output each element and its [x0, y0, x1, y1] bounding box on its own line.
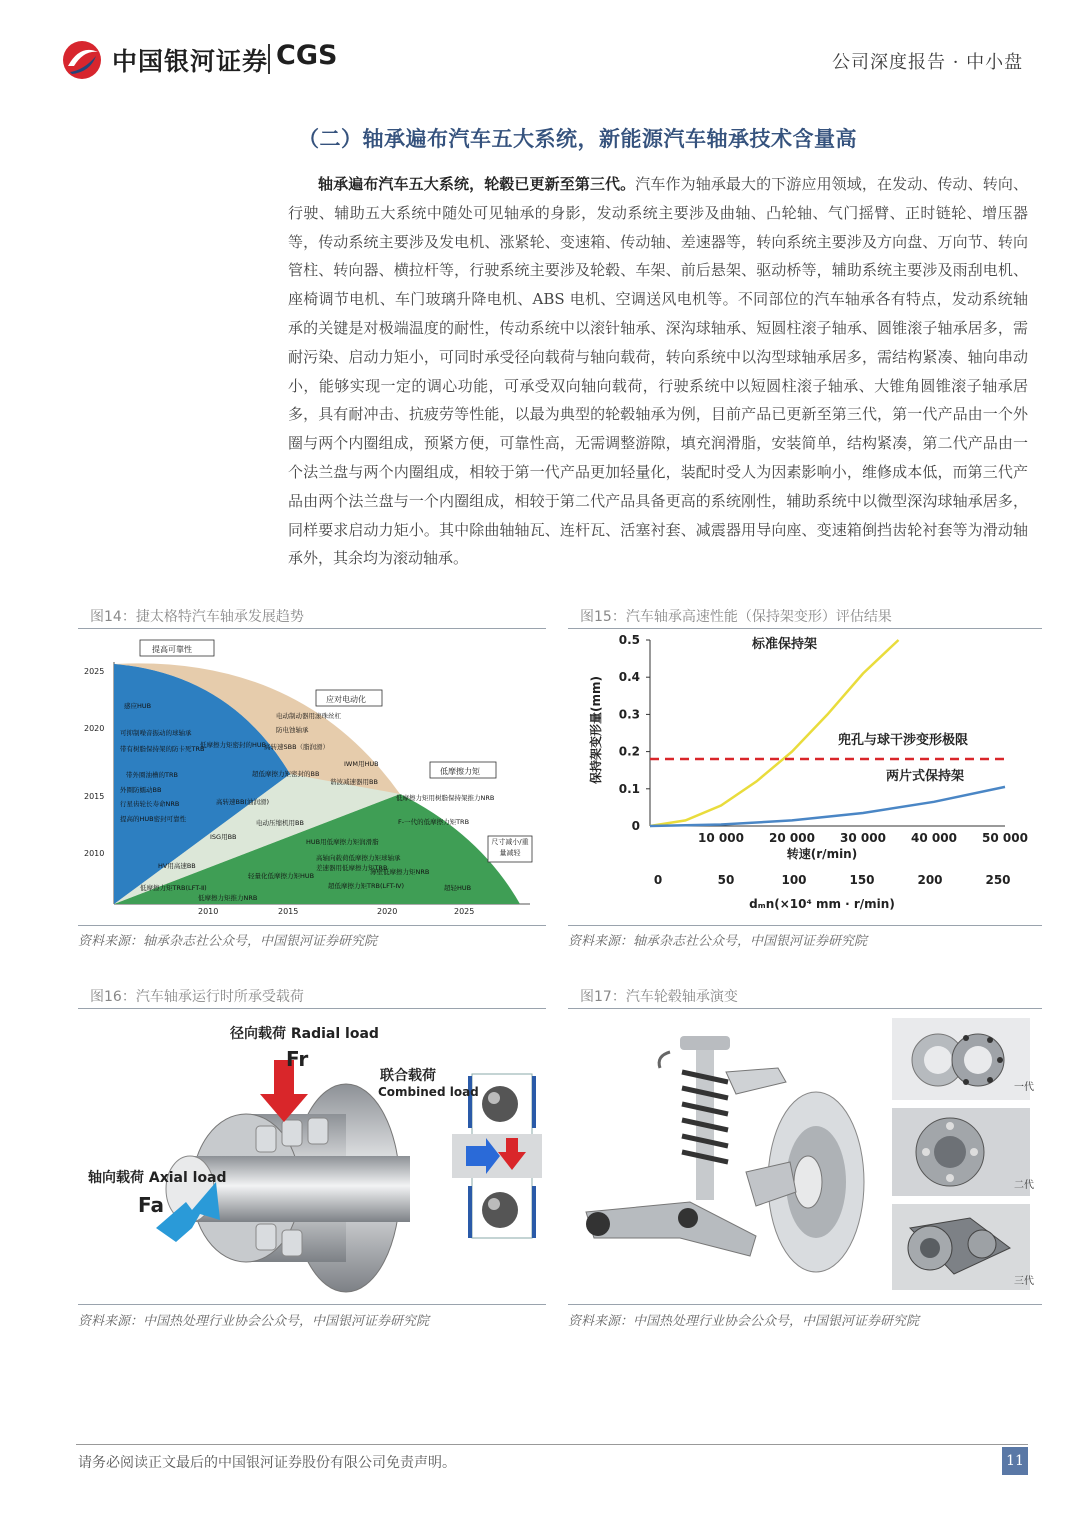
- fig14-box-electrification: 应对电动化: [326, 695, 366, 704]
- radial-load-label: 径向载荷 Radial load: [230, 1026, 379, 1042]
- fig14-label: 薄壁低摩擦力矩NRB: [370, 868, 430, 876]
- gen1-label: 一代: [1014, 1082, 1034, 1093]
- fig14-label: 电动制动器用滚珠丝杠: [276, 712, 341, 720]
- fig15-x2-tick: 0: [653, 873, 663, 887]
- fig14-ytick: 2025: [84, 667, 105, 676]
- fig17-bottom-rule: [568, 1304, 1042, 1305]
- axial-load-symbol: Fa: [138, 1193, 164, 1217]
- fig15-x2-tick: 250: [985, 873, 1011, 887]
- fig14-box-reliability: 提高可靠性: [152, 645, 192, 654]
- fig14-label: IWM用HUB: [344, 760, 379, 768]
- fig15-x-tick: 40 000: [911, 831, 957, 845]
- fig16-bottom-rule: [78, 1304, 546, 1305]
- fig15-series-label-twopiece: 两片式保持架: [886, 769, 965, 784]
- axial-load-label: 轴向载荷 Axial load: [88, 1170, 227, 1186]
- fig16-load-diagram: [80, 1014, 546, 1300]
- fig14-label: HUB用低摩擦力矩润滑脂: [306, 838, 379, 846]
- fig14-label: 超低摩擦力矩密封的BB: [252, 770, 320, 778]
- fig14-label: 高轴向载荷低摩擦力矩球轴承: [316, 854, 401, 862]
- suspension-illustration: [586, 1036, 864, 1272]
- fig15-top-rule: [568, 628, 1042, 629]
- fig14-label: 感应HUB: [124, 702, 152, 710]
- fig15-x2-axis-label: dₘn(×10⁴ mm · r/min): [749, 897, 895, 911]
- footer-rule: [76, 1444, 1028, 1445]
- fig14-source: 资料来源：轴承杂志社公众号，中国银河证券研究院: [78, 934, 378, 949]
- fig15-x2-tick: 150: [849, 873, 875, 887]
- fig14-xtick: 2025: [454, 907, 475, 916]
- gen2-photo: [892, 1108, 1030, 1196]
- report-type: 公司深度报告 · 中小盘: [832, 52, 1024, 73]
- fig14-label: 带有树脂保持架的防卡死TRB: [120, 745, 205, 753]
- fig17-top-rule: [568, 1008, 1042, 1009]
- fig14-label: 低摩擦力矩TRB(LFT-Ⅱ): [140, 884, 207, 892]
- fig14-label: 行星齿轮长寿命NRB: [120, 800, 180, 808]
- fig14-label: HV用高速BB: [158, 862, 196, 870]
- fig15-y-tick: 0: [631, 819, 640, 833]
- fig17-caption: 图17：汽车轮毂轴承演变: [580, 989, 738, 1005]
- fig15-caption: 图15：汽车轴承高速性能（保持架变形）评估结果: [580, 609, 892, 625]
- fig16-caption: 图16：汽车轴承运行时所承受载荷: [90, 989, 304, 1005]
- fig14-xtick: 2015: [278, 907, 299, 916]
- fig14-label: 轻量化低摩擦力矩HUB: [248, 872, 315, 880]
- fig15-y-tick: 0.1: [618, 781, 640, 796]
- fig17-source: 资料来源：中国热处理行业协会公众号，中国银河证券研究院: [568, 1314, 920, 1329]
- fig15-source: 资料来源：轴承杂志社公众号，中国银河证券研究院: [568, 934, 868, 949]
- gen3-label: 三代: [1014, 1276, 1034, 1287]
- combined-load-label-en: Combined load: [378, 1085, 479, 1099]
- fig15-y-tick: 0.4: [618, 670, 640, 685]
- fig14-label: 高转速BB(油润滑): [216, 798, 269, 806]
- fig16-top-rule: [78, 1008, 546, 1009]
- fig14-label: 低摩擦力矩用树脂保持架推力NRB: [396, 794, 495, 802]
- fig14-xtick: 2010: [198, 907, 219, 916]
- fig14-xtick: 2020: [377, 907, 398, 916]
- body-text: 汽车作为轴承最大的下游应用领域，在发动、传动、转向、行驶、辅助五大系统中随处可见轴承的身影，发动系统主要涉及曲轴、凸轮轴、气门摇臂、正时链轮、增压器等，传动系统主要涉及发电机、涨紧轮、变速箱、传动轴、差速器等，转向系统主要涉及方向盘、万向节、转向管柱、转向器、横拉杆等，行驶系统主要涉及轮毂、车架、前后悬架、驱动桥等，辅助系统主要涉及雨刮电机、座椅调节电机、车门玻璃升降电机、ABS 电机、空调送风电机等。不同部位的汽车轴承各有特点，发动系统轴承的关键是对极端温度的耐性，传动系统中以滚针轴承、深沟球轴承、短圆柱滚子轴承、圆锥滚子轴承居多，需耐污染、启动力矩小，可同时承受径向载荷与轴向载荷，转向系统中以沟型球轴承居多，需结构紧凑、轴向串动小，能够实现一定的调心功能，可承受双向轴向载荷，行驶系统中以短圆柱滚子轴承、大锥角圆锥滚子轴承居多，具有耐冲击、抗疲劳等性能，以最为典型的轮毂轴承为例，目前产品已更新至第三代，第一代产品由一个外圈与两个内圈组成，预紧方便，可靠性高，无需调整游隙，填充润滑脂，安装简单，结构紧凑，第二代产品由一个法兰盘与两个内圈组成，相较于第一代产品更加轻量化，装配时受人为因素影响小，维修成本低，而第三代产品由两个法兰盘与一个内圈组成，相较于第二代产品具备更高的系统刚性，辅助系统中以微型深沟球轴承居多，同样要求启动力矩小。其中除曲轴轴瓦、连杆瓦、活塞衬套、减震器用导向座、变速箱倒挡齿轮衬套等为滑动轴承外，其余均为滚动轴承。: [288, 175, 1028, 568]
- gen3-photo: [892, 1204, 1030, 1290]
- fig15-x2-tick: 50: [717, 873, 735, 887]
- fig15-line-chart: [580, 630, 1030, 922]
- fig14-ytick: 2020: [84, 724, 105, 733]
- fig15-x2-tick: 200: [917, 873, 943, 887]
- fig14-caption: 图14：捷太格特汽车轴承发展趋势: [90, 609, 304, 625]
- fig15-x-tick: 10 000: [698, 831, 744, 845]
- fig14-label: F-一代的低摩擦力矩TRB: [398, 818, 470, 826]
- cgs-logo-mark: [60, 40, 104, 80]
- fig15-series-label-limit: 兜孔与球干涉变形极限: [838, 733, 969, 748]
- fig15-x2-tick: 100: [781, 873, 807, 887]
- fig15-series-line: [650, 787, 1005, 826]
- fig17-hub-bearing-evolution: [570, 1012, 1042, 1300]
- logo-cn-text: 中国银河证券: [112, 47, 269, 76]
- logo-en-text: CGS: [276, 40, 338, 71]
- page-number: 11: [1002, 1447, 1028, 1475]
- fig14-label: 低摩擦力矩推力NRB: [198, 894, 258, 902]
- fig14-box-low-friction: 低摩擦力矩: [440, 767, 480, 776]
- fig14-label: 带外圈油槽的TRB: [126, 771, 178, 779]
- fig14-label: ISG用BB: [210, 833, 237, 841]
- fig15-y-tick: 0.5: [618, 633, 640, 647]
- fig14-label: 提高的HUB密封可靠性: [120, 815, 187, 823]
- footer-disclaimer: 请务必阅读正文最后的中国银河证券股份有限公司免责声明。: [78, 1455, 456, 1471]
- fig14-ytick: 2015: [84, 792, 105, 801]
- fig15-y-axis-label: 保持架变形量(mm): [589, 676, 603, 784]
- fig14-label: 差速器用低摩擦力矩TRB: [316, 864, 388, 872]
- fig15-x-tick: 20 000: [769, 831, 815, 845]
- fig14-label: 谐波减速器用BB: [330, 778, 378, 786]
- body-paragraph: [288, 170, 1028, 573]
- fig15-y-tick: 0.3: [618, 707, 640, 722]
- fig14-ytick: 2010: [84, 849, 105, 858]
- logo-divider: [268, 44, 270, 74]
- fig14-label: 低摩擦力矩密封的HUB: [200, 741, 267, 749]
- gen1-photo: [892, 1018, 1030, 1100]
- fig15-x-axis-label: 转速(r/min): [786, 847, 858, 861]
- radial-load-symbol: Fr: [286, 1047, 309, 1071]
- combined-load-label-cn: 联合载荷: [380, 1068, 436, 1084]
- fig14-label: 可抑制噪音振动的球轴承: [120, 729, 192, 737]
- fig14-box-size: 尺寸减小/重量减轻: [491, 838, 529, 857]
- fig14-label: 外圈防蠕动BB: [120, 786, 162, 794]
- fig15-y-tick: 0.2: [618, 744, 640, 759]
- section-heading: （二）轴承遍布汽车五大系统，新能源汽车轴承技术含量高: [298, 126, 857, 151]
- fig14-label: 电动压缩机用BB: [256, 819, 304, 827]
- fig15-x-tick: 50 000: [982, 831, 1028, 845]
- fig14-top-rule: [78, 628, 546, 629]
- fig14-bottom-rule: [78, 925, 546, 926]
- fig15-series-label-standard: 标准保持架: [752, 637, 818, 652]
- gen2-label: 二代: [1014, 1180, 1034, 1191]
- fig15-bottom-rule: [568, 925, 1042, 926]
- fig15-x-tick: 30 000: [840, 831, 886, 845]
- fig16-source: 资料来源：中国热处理行业协会公众号，中国银河证券研究院: [78, 1314, 430, 1329]
- body-lead: 轴承遍布汽车五大系统，轮毂已更新至第三代。: [318, 175, 636, 193]
- fig14-label: 防电蚀轴承: [276, 726, 309, 734]
- fig14-label: 高转速SBB（脂润滑）: [264, 743, 330, 751]
- fig14-trend-diagram: [80, 634, 546, 920]
- fig14-label: 超轻HUB: [444, 884, 472, 892]
- fig14-label: 超低摩擦力矩TRB(LFT-Ⅳ): [328, 882, 404, 890]
